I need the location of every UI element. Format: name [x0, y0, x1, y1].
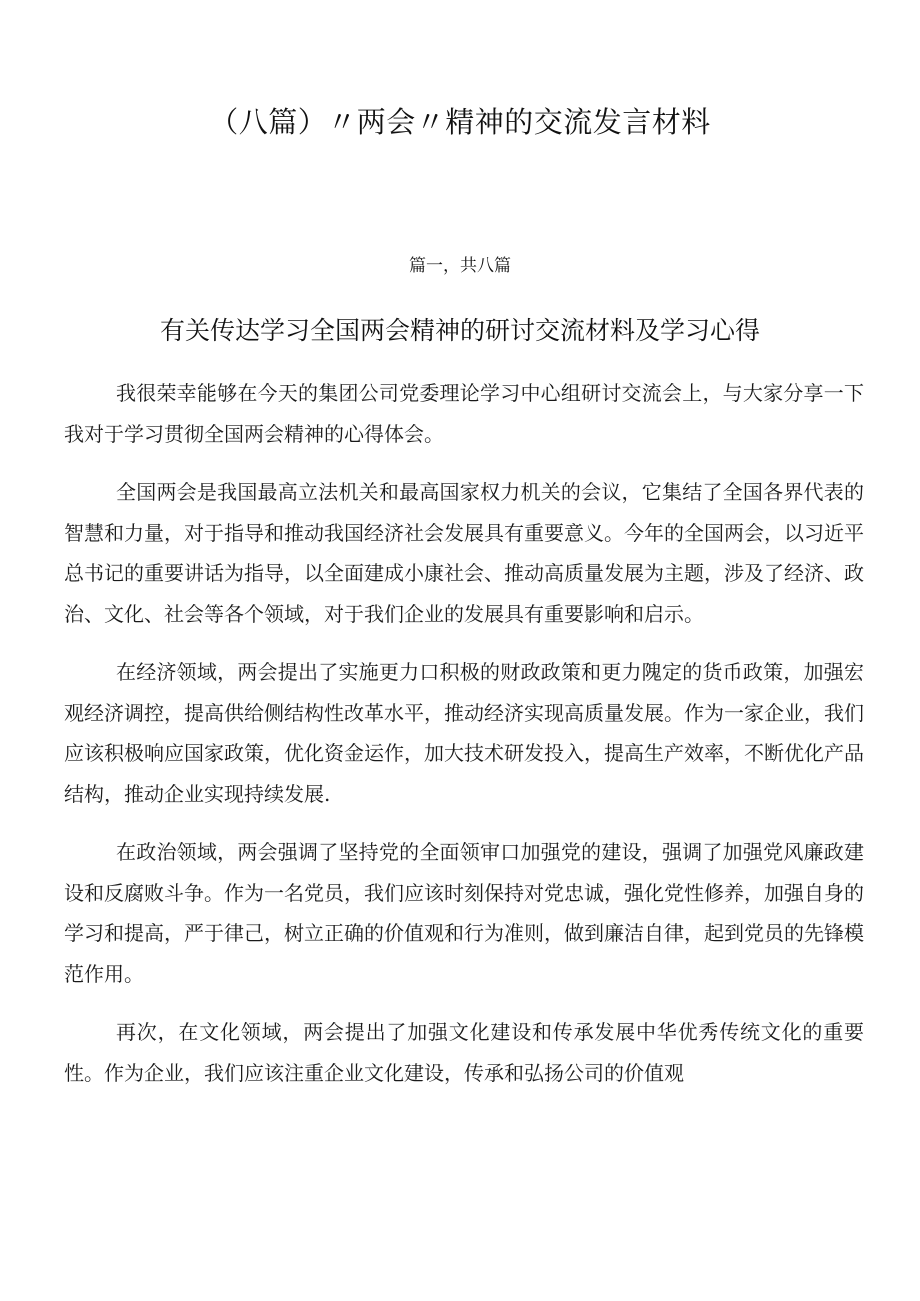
paragraph: 在政治领域，两会强调了坚持党的全面领审口加强党的建设，强调了加强党风廉政建设和反腐败斗争。作为一名党员，我们应该时刻保持对党忠诚，强化党性修养，加强自身的学习和提高，严于律己，树立正确的价值观和行为准则，做到廉洁自律，起到党员的先锋模范作用。	[64, 840, 864, 986]
paragraph: 我很荣幸能够在今天的集团公司党委理论学习中心组研讨交流会上，与大家分享一下我对于学习贯彻全国两会精神的心得体会。	[64, 381, 864, 446]
part-label: 篇一，共八篇	[409, 256, 511, 276]
document-body	[64, 373, 864, 1111]
document-title: （八篇）〃两会〃精神的交流发言材料	[209, 105, 711, 139]
paragraph: 全国两会是我国最高立法机关和最高国家权力机关的会议，它集结了全国各界代表的智慧和力量，对于指导和推动我国经济社会发展具有重要意义。今年的全国两会，以习近平总书记的重要讲话为指导，以全面建成小康社会、推动高质量发展为主题，涉及了经济、政治、文化、社会等各个领域，对于我们企业的发展具有重要影响和启示。	[64, 480, 864, 626]
paragraph: 再次，在文化领域，两会提出了加强文化建设和传承发展中华优秀传统文化的重要性。作为企业，我们应该注重企业文化建设，传承和弘扬公司的价值观	[64, 1020, 864, 1085]
paragraph: 在经济领域，两会提出了实施更力口积极的财政政策和更力隗定的货币政策，加强宏观经济调控，提高供给侧结构性改革水平，推动经济实现高质量发展。作为一家企业，我们应该积极响应国家政策，优化资金运作，加大技术研发投入，提高生产效率，不断优化产品结构，推动企业实现持续发展.	[64, 660, 864, 806]
section-title: 有关传达学习全国两会精神的研讨交流材料及学习心得	[159, 316, 760, 345]
